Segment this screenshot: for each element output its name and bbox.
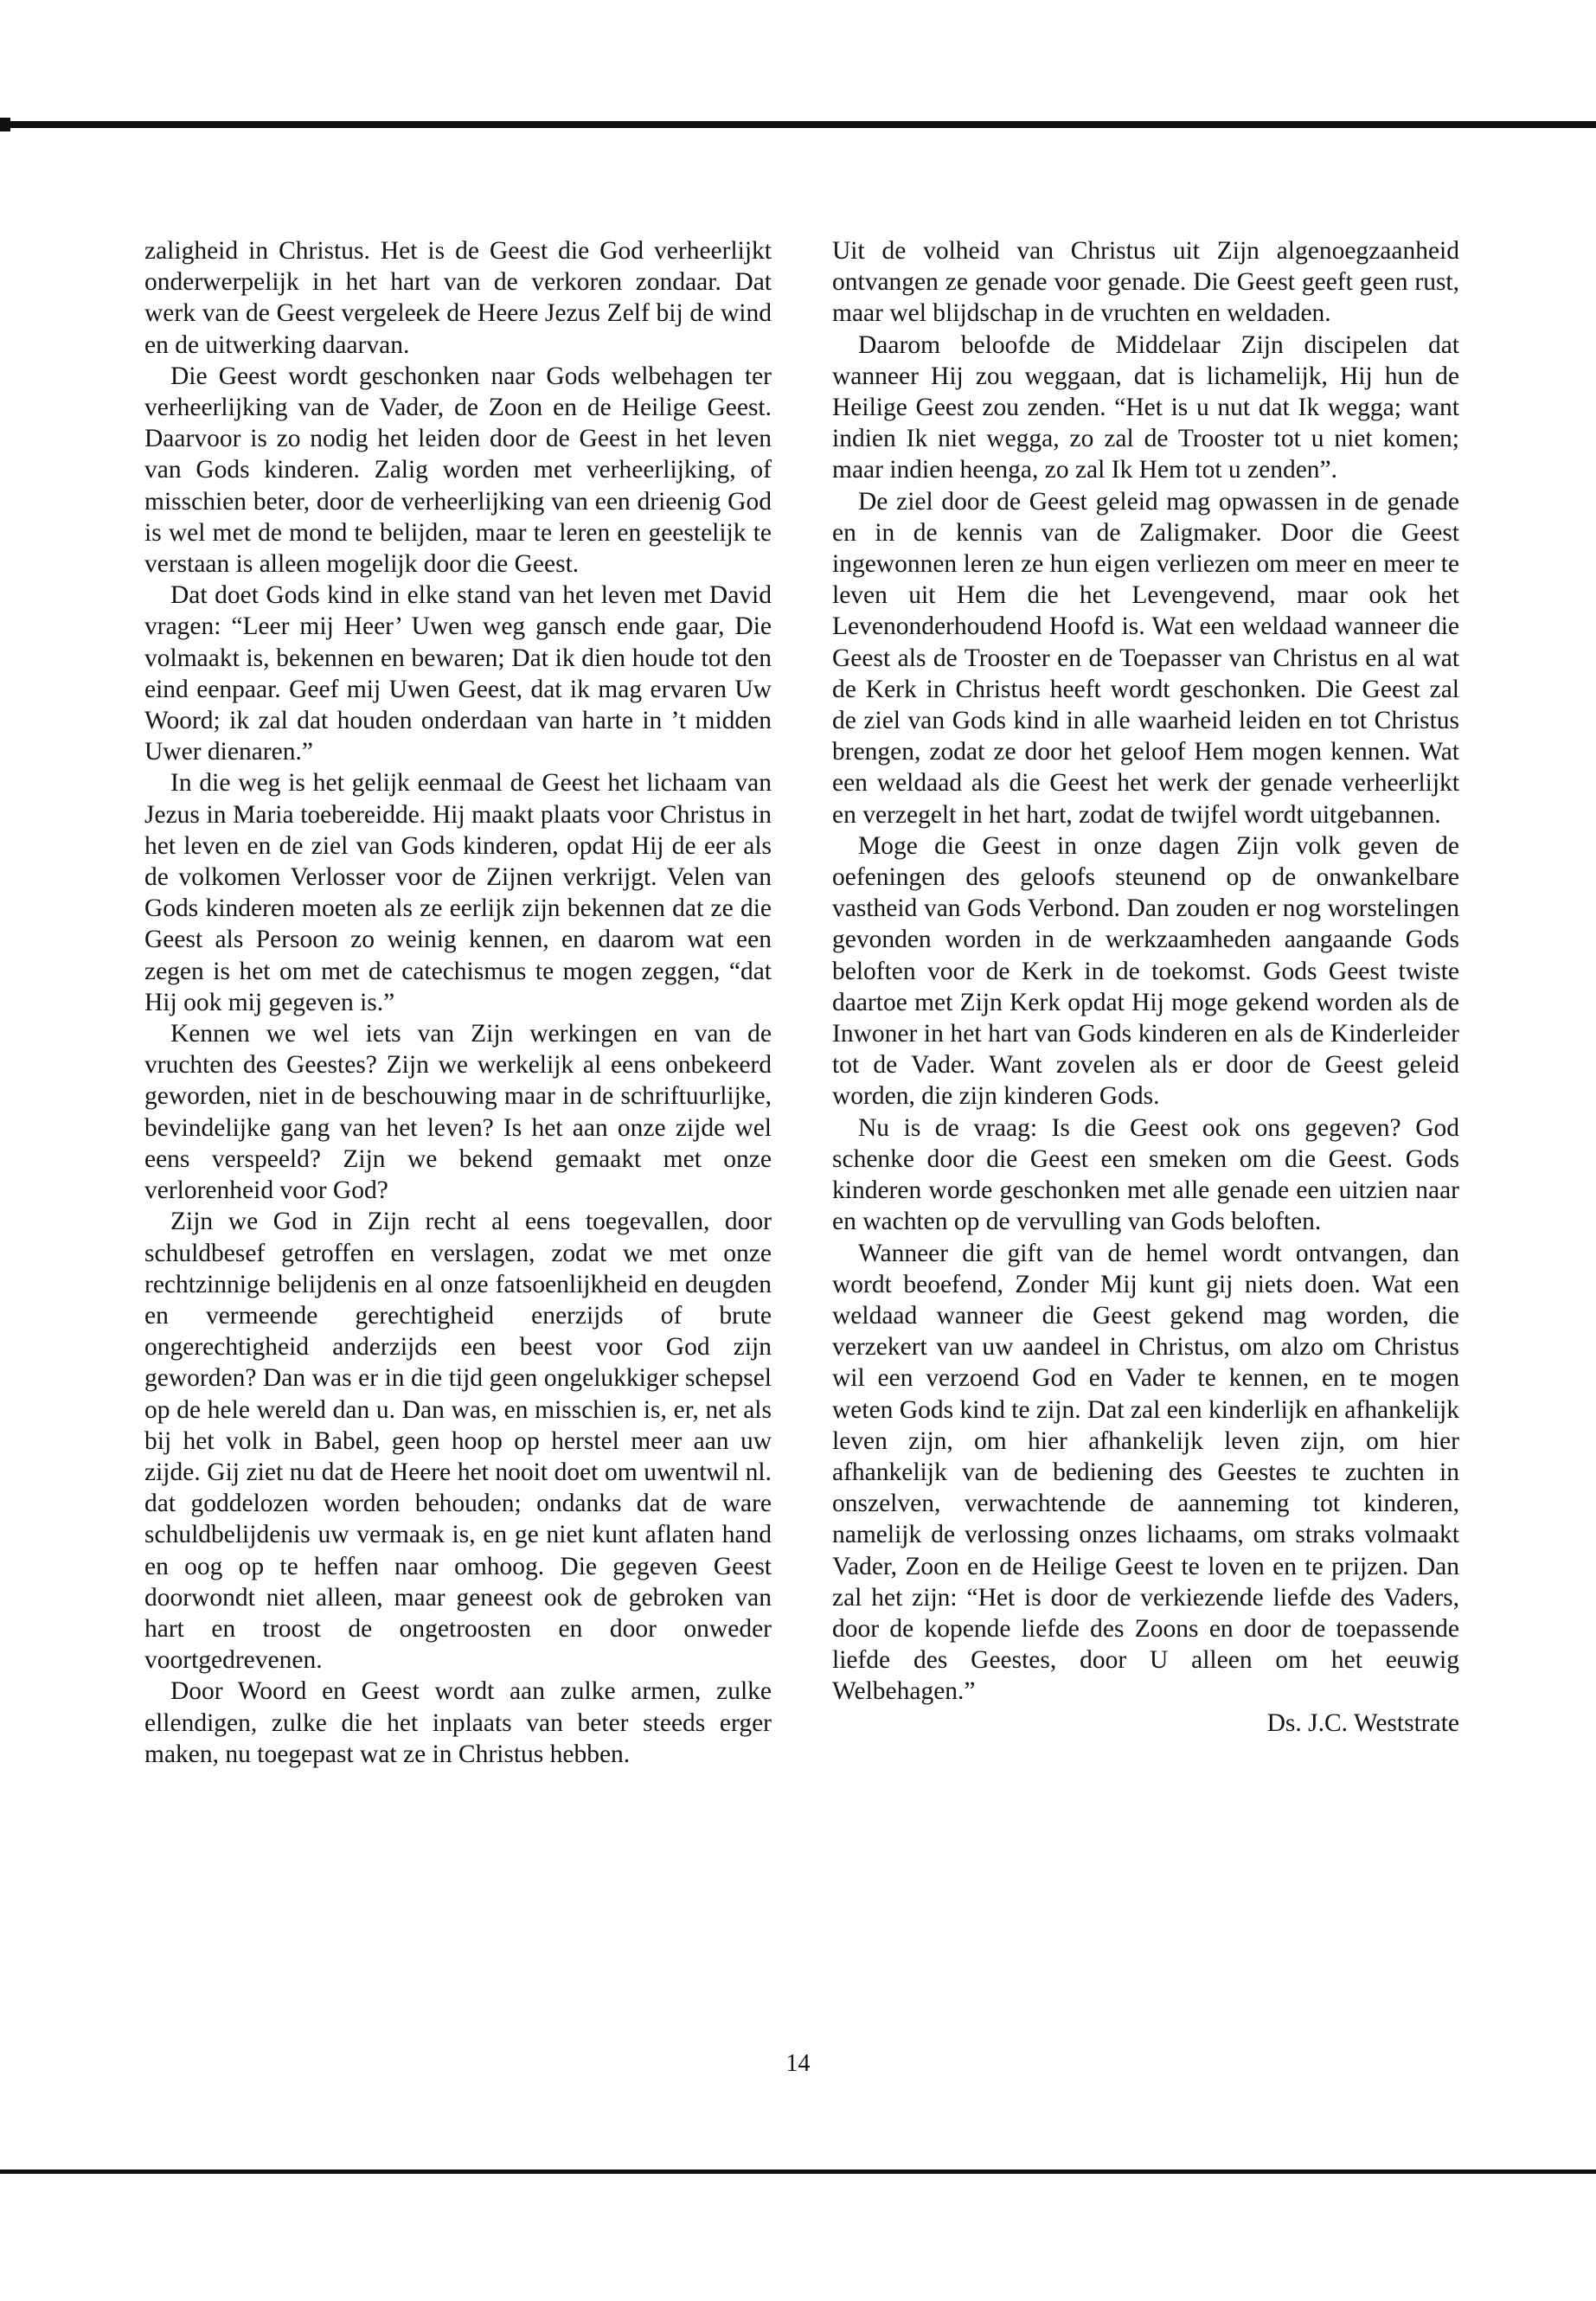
top-rule — [0, 121, 1596, 128]
paragraph: Moge die Geest in onze dagen Zijn volk geven de oefeningen des geloofs steunend op de onwankelbare vastheid van Gods Verbond. Dan zouden er nog worstelingen gevonden worden in de werkzaamheden aangaande Gods beloften voor de Kerk in de toekomst. Gods Geest twiste daartoe met Zijn Kerk opdat Hij moge gekend worden als de Inwoner in het hart van Gods kinderen en als de Kinderleider tot de Vader. Want zovelen als er door de Geest geleid worden, die zijn kinderen Gods. — [832, 831, 1459, 1111]
left-column — [144, 235, 772, 1770]
author-signature: Ds. J.C. Weststrate — [1266, 1708, 1459, 1737]
paragraph: Wanneer die gift van de hemel wordt ontvangen, dan wordt beoefend, Zonder Mij kunt gij niets doen. Wat een weldaad wanneer die Geest gekend mag worden, die verzekert van uw aandeel in Christus, om alzo om Christus wil een verzoend God en Vader te kennen, en te mogen weten Gods kind te zijn. Dat zal een kinderlijk en afhankelijk leven zijn, om hier afhankelijk leven zijn, om hier afhankelijk van de bediening des Geestes te zuchten in onszelven, verwachtende de aanneming tot kinderen, namelijk de verlossing onzes lichaams, om straks volmaakt Vader, Zoon en de Heilige Geest te loven en te prijzen. Dan zal het zijn: “Het is door de verkiezende liefde des Vaders, door de kopende liefde des Zoons en door de toepassende liefde des Geestes, door U alleen om het eeuwig Welbehagen.” — [832, 1239, 1459, 1706]
page-number: 14 — [785, 2050, 811, 2077]
paragraph: De ziel door de Geest geleid mag opwassen in de genade en in de kennis van de Zaligmaker. Door die Geest ingewonnen leren ze hun eigen verliezen om meer en meer te leven uit Hem die het Levengevend, maar ook het Levenonderhoudend Hoofd is. Wat een weldaad wanneer die Geest als de Trooster en de Toepasser van Christus en al wat de Kerk in Christus heeft wordt geschonken. Die Geest zal de ziel van Gods kind in alle waarheid leiden en tot Christus brengen, zodat ze door het geloof Hem mogen kennen. Wat een weldaad als die Geest het werk der genade verheerlijkt en verzegelt in het hart, zodat de twijfel wordt uitgebannen. — [832, 487, 1459, 829]
bottom-rule — [0, 2170, 1596, 2174]
paragraph: Kennen we wel iets van Zijn werkingen en van de vruchten des Geestes? Zijn we werkelijk al eens onbekeerd geworden, niet in de beschouwing maar in de schriftuurlijke, bevindelijke gang van het leven? Is het aan onze zijde wel eens verspeeld? Zijn we bekend gemaakt met onze verlorenheid voor God? — [144, 1020, 772, 1205]
paragraph: Zijn we God in Zijn recht al eens toegevallen, door schuldbesef getroffen en verslagen, zodat we met onze rechtzinnige belijdenis en al onze fatsoenlijkheid en deugden en vermeende gerechtigheid enerzijds of brute ongerechtigheid anderzijds een beest voor God zijn geworden? Dan was er in die tijd geen ongelukkiger schepsel op de hele wereld dan u. Dan was, en misschien is, er, net als bij het volk in Babel, geen hoop op herstel meer aan uw zijde. Gij ziet nu dat de Heere het nooit doet om uwentwil nl. dat goddelozen worden behouden; ondanks dat de ware schuldbelijdenis uw vermaak is, en ge niet kunt aflaten hand en oog op te heffen naar omhoog. Die gegeven Geest doorwondt niet alleen, maar geneest ook de gebroken van hart en troost de ongetroosten en door onweder voortgedrevenen. — [144, 1208, 772, 1675]
paragraph: zaligheid in Christus. Het is de Geest die God verheerlijkt onderwerpelijk in het hart van de verkoren zondaar. Dat werk van de Geest vergeleek de Heere Jezus Zelf bij de wind en de uitwerking daarvan. — [144, 237, 772, 359]
right-column — [832, 235, 1459, 1739]
paragraph: Dat doet Gods kind in elke stand van het leven met David vragen: “Leer mij Heer’ Uwen weg gansch ende gaar, Die volmaakt is, bekennen en bewaren; Dat ik dien houde tot den eind eenpaar. Geef mij Uwen Geest, dat ik mag ervaren Uw Woord; ik zal dat houden onderdaan van harte in ’t midden Uwer dienaren.” — [144, 581, 772, 766]
top-rule-left-end — [0, 118, 10, 131]
paragraph: Uit de volheid van Christus uit Zijn algenoegzaanheid ontvangen ze genade voor genade. Die Geest geeft geen rust, maar wel blijdschap in de vruchten en weldaden. — [832, 237, 1459, 328]
paragraph: In die weg is het gelijk eenmaal de Geest het lichaam van Jezus in Maria toebereidde. Hij maakt plaats voor Christus in het leven en de ziel van Gods kinderen, opdat Hij de eer als de volkomen Verlosser voor de Zijnen verkrijgt. Velen van Gods kinderen moeten als ze eerlijk zijn bekennen dat ze die Geest als Persoon zo weinig kennen, en daarom wat een zegen is het om met de catechismus te mogen zeggen, “dat Hij ook mij gegeven is.” — [144, 769, 772, 1016]
paragraph: Nu is de vraag: Is die Geest ook ons gegeven? God schenke door die Geest een smeken om die Geest. Gods kinderen worde geschonken met alle genade een uitzien naar en wachten op de vervulling van Gods beloften. — [832, 1113, 1459, 1236]
paragraph: Door Woord en Geest wordt aan zulke armen, zulke ellendigen, zulke die het inplaats van beter steeds erger maken, nu toegepast wat ze in Christus hebben. — [144, 1677, 772, 1768]
paragraph: Die Geest wordt geschonken naar Gods welbehagen ter verheerlijking van de Vader, de Zoon en de Heilige Geest. Daarvoor is zo nodig het leiden door de Geest in het leven van Gods kinderen. Zalig worden met verheerlijking, of misschien beter, door de verheerlijking van een drieenig God is wel met de mond te belijden, maar te leren en geestelijk te verstaan is alleen mogelijk door die Geest. — [144, 362, 772, 579]
paragraph: Daarom beloofde de Middelaar Zijn discipelen dat wanneer Hij zou weggaan, dat is lichamelijk, Hij hun de Heilige Geest zou zenden. “Het is u nut dat Ik wegga; want indien Ik niet wegga, zo zal de Trooster tot u niet komen; maar indien heenga, zo zal Ik Hem tot u zenden”. — [832, 330, 1459, 484]
